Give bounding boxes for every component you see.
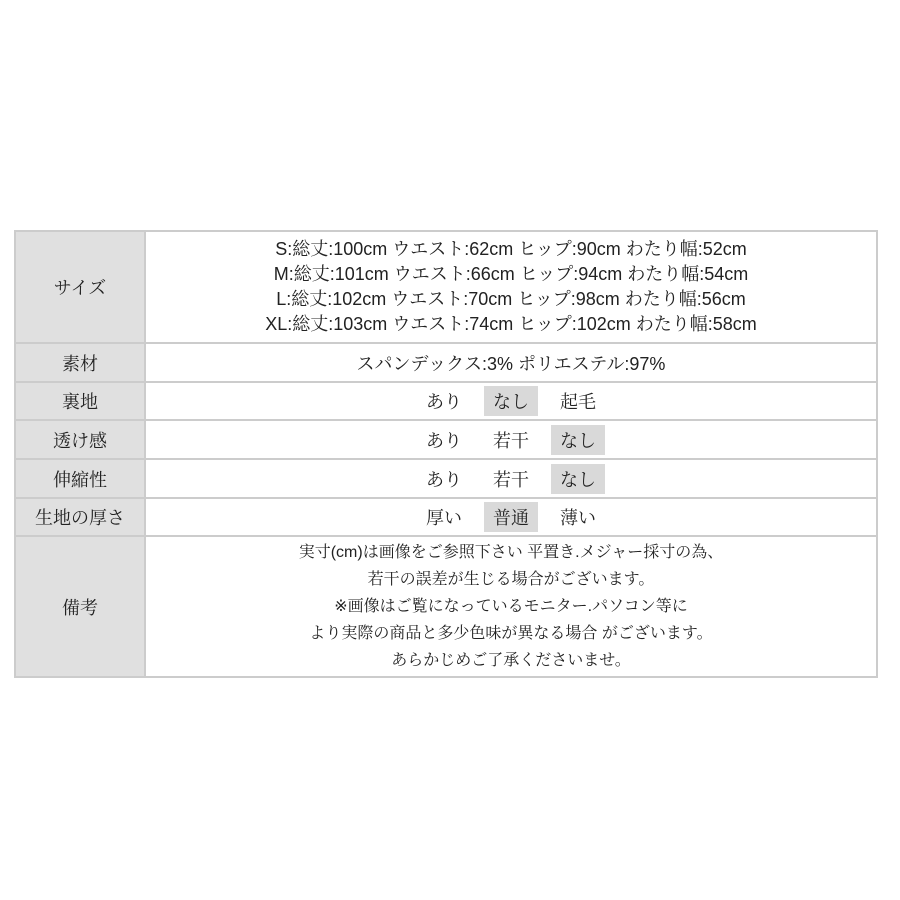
size-line-m: M:総丈:101cm ウエスト:66cm ヒップ:94cm わたり幅:54cm — [273, 264, 749, 284]
lining-options-cell — [145, 382, 877, 420]
material-value-cell: スパンデックス:3% ポリエステル:97% — [145, 343, 877, 382]
thickness-options-cell — [145, 498, 877, 536]
notes-line-3: ※画像はご覧になっているモニター.パソコン等に — [334, 598, 688, 615]
product-spec-table — [14, 230, 878, 678]
thickness-option-usui: 薄い — [560, 508, 597, 528]
table-row-thickness — [15, 498, 877, 536]
sheerness-option-nashi: なし — [551, 425, 605, 455]
stretch-option-jakkan: 若干 — [493, 469, 529, 490]
table-row-notes — [15, 536, 877, 677]
notes-line-4: より実際の商品と多少色味が異なる場合 がございます。 — [309, 625, 713, 642]
table-row-sheerness — [15, 420, 877, 459]
row-label-lining: 裏地 — [15, 382, 145, 420]
stretch-option-ari: あり — [425, 469, 462, 490]
size-line-s: S:総丈:100cm ウエスト:62cm ヒップ:90cm わたり幅:52cm — [275, 239, 747, 259]
row-label-sheerness: 透け感 — [15, 420, 145, 459]
size-line-xl: XL:総丈:103cm ウエスト:74cm ヒップ:102cm わたり幅:58cm — [265, 314, 757, 334]
sheerness-options-cell — [145, 420, 877, 459]
table-row-material — [15, 343, 877, 382]
row-label-material: 素材 — [15, 343, 145, 382]
lining-option-ari: あり — [425, 392, 462, 412]
row-label-thickness: 生地の厚さ — [15, 498, 145, 536]
thickness-option-futsuu: 普通 — [484, 502, 538, 532]
sheerness-option-jakkan: 若干 — [493, 430, 529, 451]
table-row-lining — [15, 382, 877, 420]
thickness-option-atsui: 厚い — [425, 508, 462, 528]
notes-line-5: あらかじめご了承くださいませ。 — [391, 652, 631, 669]
notes-line-2: 若干の誤差が生じる場合がございます。 — [367, 571, 655, 588]
table-row-stretch — [15, 459, 877, 498]
lining-option-kimo: 起毛 — [560, 392, 597, 412]
row-label-size: サイズ — [15, 231, 145, 343]
size-line-l: L:総丈:102cm ウエスト:70cm ヒップ:98cm わたり幅:56cm — [276, 289, 746, 309]
table-row-size — [15, 231, 877, 343]
notes-line-1: 実寸(cm)は画像をご参照下さい 平置き.メジャー採寸の為、 — [298, 544, 724, 561]
row-label-stretch: 伸縮性 — [15, 459, 145, 498]
stretch-options-cell — [145, 459, 877, 498]
lining-option-nashi: なし — [484, 386, 538, 416]
stretch-option-nashi: なし — [551, 464, 605, 494]
sheerness-option-ari: あり — [425, 430, 462, 451]
row-label-notes: 備考 — [15, 536, 145, 677]
notes-cell — [145, 536, 877, 677]
size-values-cell — [145, 231, 877, 343]
